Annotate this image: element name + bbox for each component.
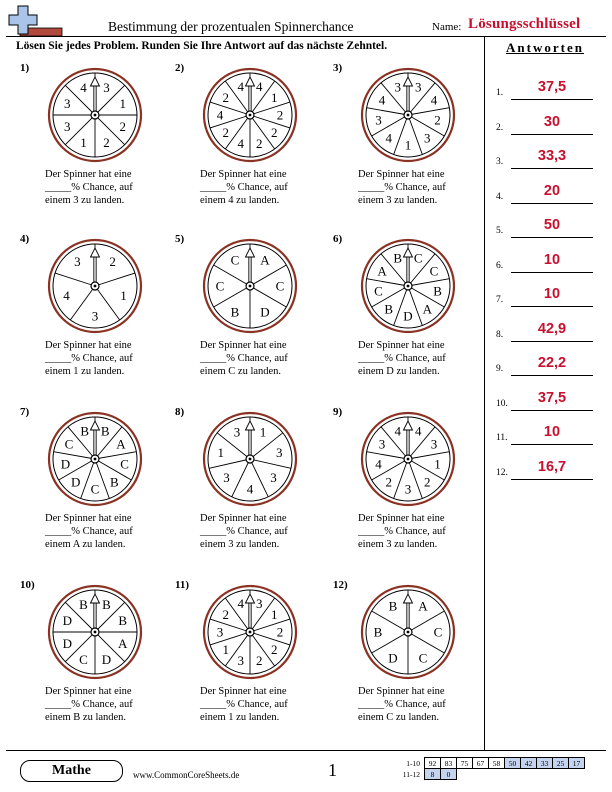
- subject-badge: Mathe: [20, 760, 123, 782]
- spinner-label: B: [102, 596, 111, 612]
- spinner-label: B: [100, 423, 110, 439]
- spinner-hub-dot: [249, 114, 252, 117]
- spinner-label: C: [429, 263, 439, 279]
- spinner-hub-dot: [407, 285, 410, 288]
- spinner-label: 4: [237, 136, 244, 152]
- spinner-label: 1: [80, 135, 87, 151]
- problem-text-line: _____% Chance, auf: [358, 353, 446, 364]
- score-cell: 58: [489, 758, 505, 769]
- spinner-label: 2: [424, 474, 431, 490]
- spinner-label: 4: [63, 287, 70, 303]
- answer-line: [511, 272, 593, 273]
- spinner-label: 1: [404, 137, 412, 153]
- spinner-label: 1: [120, 287, 127, 303]
- problem-text-line: einem 3 zu landen.: [200, 539, 280, 550]
- problem-6: [333, 233, 483, 393]
- problem-text-line: Der Spinner hat eine: [358, 340, 445, 351]
- answer-number: 8.: [496, 329, 504, 340]
- header-rule: [6, 36, 606, 37]
- spinner-hub-dot: [94, 114, 97, 117]
- spinner-label: A: [116, 436, 126, 452]
- spinner-label: A: [418, 598, 428, 614]
- spinner-label: 2: [109, 254, 116, 270]
- score-cell: 92: [425, 758, 441, 769]
- problem-text-line: Der Spinner hat eine: [200, 340, 287, 351]
- name-value: Lösungsschlüssel: [468, 16, 581, 32]
- spinner-label: 4: [394, 423, 401, 439]
- answer-value: 10: [543, 286, 561, 302]
- spinner-label: B: [388, 598, 398, 614]
- spinner-label: 4: [246, 481, 254, 497]
- problem-text: [200, 168, 330, 207]
- spinner-label: A: [422, 301, 432, 317]
- score-cell: 50: [505, 758, 521, 769]
- spinner-label: 2: [271, 125, 278, 141]
- score-row-label: 1-10: [406, 758, 420, 768]
- answer-value: 37,5: [537, 389, 567, 406]
- page-number: 1: [328, 760, 337, 780]
- problem-text-line: Der Spinner hat eine: [200, 169, 287, 180]
- spinner-label: 3: [223, 470, 230, 486]
- answer-value: 10: [543, 251, 561, 268]
- spinner-label: 3: [404, 481, 412, 497]
- problem-text: [45, 512, 175, 551]
- spinner-label: A: [377, 263, 387, 279]
- problem-text-line: einem B zu landen.: [45, 712, 127, 723]
- problem-text-line: Der Spinner hat eine: [358, 513, 445, 524]
- spinner-label: 2: [276, 107, 284, 123]
- problem-8: [175, 406, 325, 566]
- spinner-label: D: [101, 652, 112, 668]
- spinner-label: B: [393, 250, 403, 266]
- spinner-label: D: [388, 650, 398, 666]
- spinner-label: C: [230, 252, 240, 268]
- problem-number: 7): [20, 406, 30, 418]
- score-cell: 75: [457, 758, 473, 769]
- spinner: [200, 65, 300, 165]
- problem-text-line: einem 4 zu landen.: [200, 195, 280, 206]
- problem-text-line: _____% Chance, auf: [358, 699, 446, 710]
- spinner-hub-dot: [407, 631, 410, 634]
- problem-1: [20, 62, 170, 222]
- problem-text: [358, 685, 488, 724]
- spinner-label: C: [413, 250, 423, 266]
- page-title: Bestimmung der prozentualen Spinnerchance: [108, 19, 354, 34]
- spinner-label: 2: [222, 125, 229, 141]
- score-cell: 42: [521, 758, 537, 769]
- spinner-label: 1: [119, 96, 126, 112]
- answer-value: 33,3: [537, 148, 567, 164]
- spinner: [200, 409, 300, 509]
- spinner-label: 4: [237, 78, 244, 94]
- spinner-hub-dot: [249, 458, 252, 461]
- spinner-hub-dot: [94, 285, 97, 288]
- problem-text: [358, 339, 488, 378]
- problem-text-line: _____% Chance, auf: [200, 699, 288, 710]
- answer-line: [511, 410, 593, 411]
- score-row-label: 11-12: [402, 769, 420, 779]
- spinner: [200, 582, 300, 682]
- problem-text-line: Der Spinner hat eine: [45, 340, 132, 351]
- spinner-label: 1: [271, 89, 278, 105]
- spinner-label: 2: [256, 653, 263, 669]
- spinner-label: B: [118, 613, 128, 629]
- problem-text: [200, 512, 330, 551]
- problem-number: 4): [20, 233, 30, 245]
- spinner-label: D: [71, 474, 81, 490]
- spinner-hub-dot: [94, 631, 97, 634]
- footer-rule: [6, 750, 606, 751]
- answer-value: 50: [543, 217, 561, 233]
- problem-text: [200, 685, 330, 724]
- answer-line: [511, 134, 593, 135]
- spinner-label: 4: [216, 107, 224, 123]
- problem-text-line: Der Spinner hat eine: [200, 686, 287, 697]
- spinner-label: 4: [430, 92, 438, 108]
- problem-text-line: einem C zu landen.: [200, 366, 282, 377]
- score-row: [392, 769, 585, 780]
- spinner-label: 4: [415, 423, 422, 439]
- spinner-label: 3: [375, 112, 382, 128]
- problem-text-line: _____% Chance, auf: [45, 699, 133, 710]
- spinner-label: 1: [259, 424, 267, 440]
- spinner-label: A: [118, 635, 128, 651]
- spinner-label: B: [109, 474, 119, 490]
- spinner-label: 1: [434, 456, 441, 472]
- spinner-label: 3: [216, 624, 224, 640]
- spinner-label: C: [275, 278, 285, 294]
- spinner: [358, 236, 458, 336]
- answer-number: 3.: [496, 157, 504, 167]
- spinner-label: 3: [275, 444, 283, 460]
- spinner-label: B: [230, 304, 240, 320]
- spinner: [45, 409, 145, 509]
- answer-number: 10.: [496, 398, 508, 409]
- problem-text-line: _____% Chance, auf: [45, 526, 133, 537]
- answer-line: [511, 306, 593, 307]
- spinner-label: 4: [80, 79, 87, 95]
- problem-text-line: einem 1 zu landen.: [200, 712, 280, 723]
- spinner-label: D: [62, 613, 72, 629]
- problem-number: 3): [333, 62, 343, 74]
- problem-text-line: einem 1 zu landen.: [45, 366, 125, 377]
- spinner-hub-dot: [249, 631, 252, 634]
- answer-number: 5.: [496, 226, 504, 236]
- spinner-label: 2: [271, 642, 278, 658]
- problem-7: [20, 406, 170, 566]
- spinner-label: C: [120, 456, 129, 472]
- answers-heading: Antworten: [506, 40, 584, 55]
- spinner: [358, 409, 458, 509]
- spinner-label: 1: [217, 444, 225, 460]
- spinner-label: 3: [74, 254, 81, 270]
- score-table: [392, 757, 585, 780]
- answer-value: 42,9: [537, 320, 567, 337]
- score-row: [392, 758, 585, 769]
- spinner-label: C: [433, 624, 443, 640]
- spinner-label: 3: [91, 308, 99, 324]
- answer-number: 2.: [496, 122, 504, 133]
- spinner-label: 4: [375, 456, 382, 472]
- problem-text-line: einem A zu landen.: [45, 539, 126, 550]
- answers-divider: [484, 37, 485, 750]
- spinner-label: 3: [430, 436, 438, 452]
- answer-value: 30: [543, 113, 561, 130]
- problem-text-line: _____% Chance, auf: [200, 353, 288, 364]
- spinner-label: D: [403, 308, 413, 324]
- spinner-label: 3: [270, 470, 277, 486]
- spinner-label: 4: [256, 78, 263, 94]
- spinner-label: C: [374, 283, 383, 299]
- score-cell: 33: [537, 758, 553, 769]
- spinner-label: 1: [222, 642, 229, 658]
- problem-text-line: Der Spinner hat eine: [45, 686, 132, 697]
- problem-text-line: _____% Chance, auf: [358, 526, 446, 537]
- problem-text: [45, 168, 175, 207]
- spinner-label: D: [62, 635, 72, 651]
- spinner-label: 3: [378, 436, 386, 452]
- answer-number: 9.: [496, 364, 504, 374]
- problem-text-line: Der Spinner hat eine: [358, 686, 445, 697]
- spinner-label: C: [90, 481, 100, 497]
- answer-number: 7.: [496, 295, 504, 305]
- spinner: [45, 582, 145, 682]
- spinner-label: 3: [103, 79, 110, 95]
- problem-3: [333, 62, 483, 222]
- score-cell: 17: [569, 758, 585, 769]
- problem-number: 1): [20, 62, 30, 74]
- problem-text-line: einem C zu landen.: [358, 712, 440, 723]
- problem-number: 12): [333, 579, 348, 591]
- spinner-label: 4: [385, 130, 392, 146]
- spinner-label: B: [79, 596, 88, 612]
- problem-number: 11): [175, 579, 190, 591]
- spinner-label: 4: [378, 92, 386, 108]
- problem-text-line: Der Spinner hat eine: [200, 513, 287, 524]
- problem-text: [200, 339, 330, 378]
- problem-text-line: _____% Chance, auf: [45, 353, 133, 364]
- problem-text-line: Der Spinner hat eine: [45, 169, 132, 180]
- logo-icon: [6, 4, 66, 38]
- spinner: [45, 236, 145, 336]
- answer-value: 16,7: [537, 458, 567, 475]
- problem-text-line: _____% Chance, auf: [45, 182, 133, 193]
- spinner-label: D: [60, 456, 71, 472]
- spinner-label: B: [373, 624, 383, 640]
- spinner-label: C: [418, 650, 428, 666]
- problem-text-line: Der Spinner hat eine: [358, 169, 445, 180]
- answer-line: [511, 203, 593, 204]
- score-cell: 67: [473, 758, 489, 769]
- problem-number: 10): [20, 579, 35, 591]
- spinner-label: 3: [64, 118, 71, 134]
- problem-10: [20, 579, 170, 739]
- answer-number: 4.: [496, 191, 504, 202]
- site-url[interactable]: www.CommonCoreSheets.de: [133, 770, 240, 780]
- spinner-label: 2: [222, 606, 229, 622]
- spinner-label: B: [433, 283, 442, 299]
- spinner-label: 3: [237, 653, 244, 669]
- problem-number: 6): [333, 233, 343, 245]
- answer-value: 22,2: [537, 355, 567, 371]
- problem-text-line: einem 3 zu landen.: [358, 539, 438, 550]
- problem-2: [175, 62, 325, 222]
- problem-4: [20, 233, 170, 393]
- problem-text-line: _____% Chance, auf: [200, 526, 288, 537]
- spinner: [358, 582, 458, 682]
- spinner-label: 2: [222, 89, 229, 105]
- spinner-hub-dot: [407, 114, 410, 117]
- spinner-label: 3: [64, 96, 71, 112]
- problem-number: 8): [175, 406, 185, 418]
- spinner: [200, 236, 300, 336]
- answer-line: [511, 444, 593, 445]
- problem-11: [175, 579, 325, 739]
- spinner-label: 3: [394, 79, 401, 95]
- name-label: Name:: [432, 21, 462, 33]
- answer-number: 11.: [496, 433, 508, 443]
- answer-line: [511, 479, 593, 480]
- problem-number: 5): [175, 233, 185, 245]
- problem-text: [358, 512, 488, 551]
- score-cell: 25: [553, 758, 569, 769]
- spinner-label: B: [384, 301, 394, 317]
- spinner-label: 2: [119, 118, 126, 134]
- problem-9: [333, 406, 483, 566]
- answer-number: 6.: [496, 260, 504, 271]
- score-cell: 0: [441, 769, 457, 780]
- problem-text-line: einem D zu landen.: [358, 366, 440, 377]
- answer-line: [511, 168, 593, 169]
- answer-value: 10: [543, 424, 561, 440]
- problem-text-line: einem 3 zu landen.: [358, 195, 438, 206]
- spinner-label: 2: [434, 112, 441, 128]
- answer-value: 20: [543, 182, 561, 199]
- problem-text: [45, 685, 175, 724]
- problem-number: 9): [333, 406, 343, 418]
- problem-text-line: _____% Chance, auf: [200, 182, 288, 193]
- spinner-hub-dot: [407, 458, 410, 461]
- spinner: [45, 65, 145, 165]
- answer-line: [511, 99, 593, 100]
- problem-text: [45, 339, 175, 378]
- answer-number: 1.: [496, 88, 504, 98]
- answer-line: [511, 375, 593, 376]
- spinner-label: C: [79, 652, 88, 668]
- spinner-label: 3: [424, 130, 431, 146]
- problem-5: [175, 233, 325, 393]
- instructions: Lösen Sie jedes Problem. Runden Sie Ihre Antwort auf das nächste Zehntel.: [16, 40, 388, 52]
- problem-text: [358, 168, 488, 207]
- answer-value: 37,5: [537, 79, 567, 95]
- spinner-label: 3: [233, 424, 241, 440]
- spinner-label: 2: [103, 135, 110, 151]
- spinner-label: C: [215, 278, 225, 294]
- spinner-label: A: [260, 252, 270, 268]
- problem-text-line: einem 3 zu landen.: [45, 195, 125, 206]
- problem-12: [333, 579, 483, 739]
- spinner: [358, 65, 458, 165]
- spinner-label: 3: [415, 79, 422, 95]
- spinner-label: 2: [256, 136, 263, 152]
- answer-number: 12.: [496, 467, 508, 478]
- score-cell: 8: [425, 769, 441, 780]
- problem-text-line: _____% Chance, auf: [358, 182, 446, 193]
- spinner-hub-dot: [94, 458, 97, 461]
- spinner-label: 4: [237, 595, 244, 611]
- spinner-label: D: [260, 304, 270, 320]
- spinner-label: 1: [271, 606, 278, 622]
- spinner-label: 3: [256, 595, 263, 611]
- spinner-label: 2: [385, 474, 392, 490]
- problem-text-line: Der Spinner hat eine: [45, 513, 132, 524]
- score-cell: 83: [441, 758, 457, 769]
- spinner-label: 2: [276, 624, 284, 640]
- spinner-label: C: [64, 436, 74, 452]
- answer-line: [511, 237, 593, 238]
- problem-number: 2): [175, 62, 185, 74]
- answer-line: [511, 341, 593, 342]
- spinner-label: B: [80, 423, 90, 439]
- spinner-hub-dot: [249, 285, 252, 288]
